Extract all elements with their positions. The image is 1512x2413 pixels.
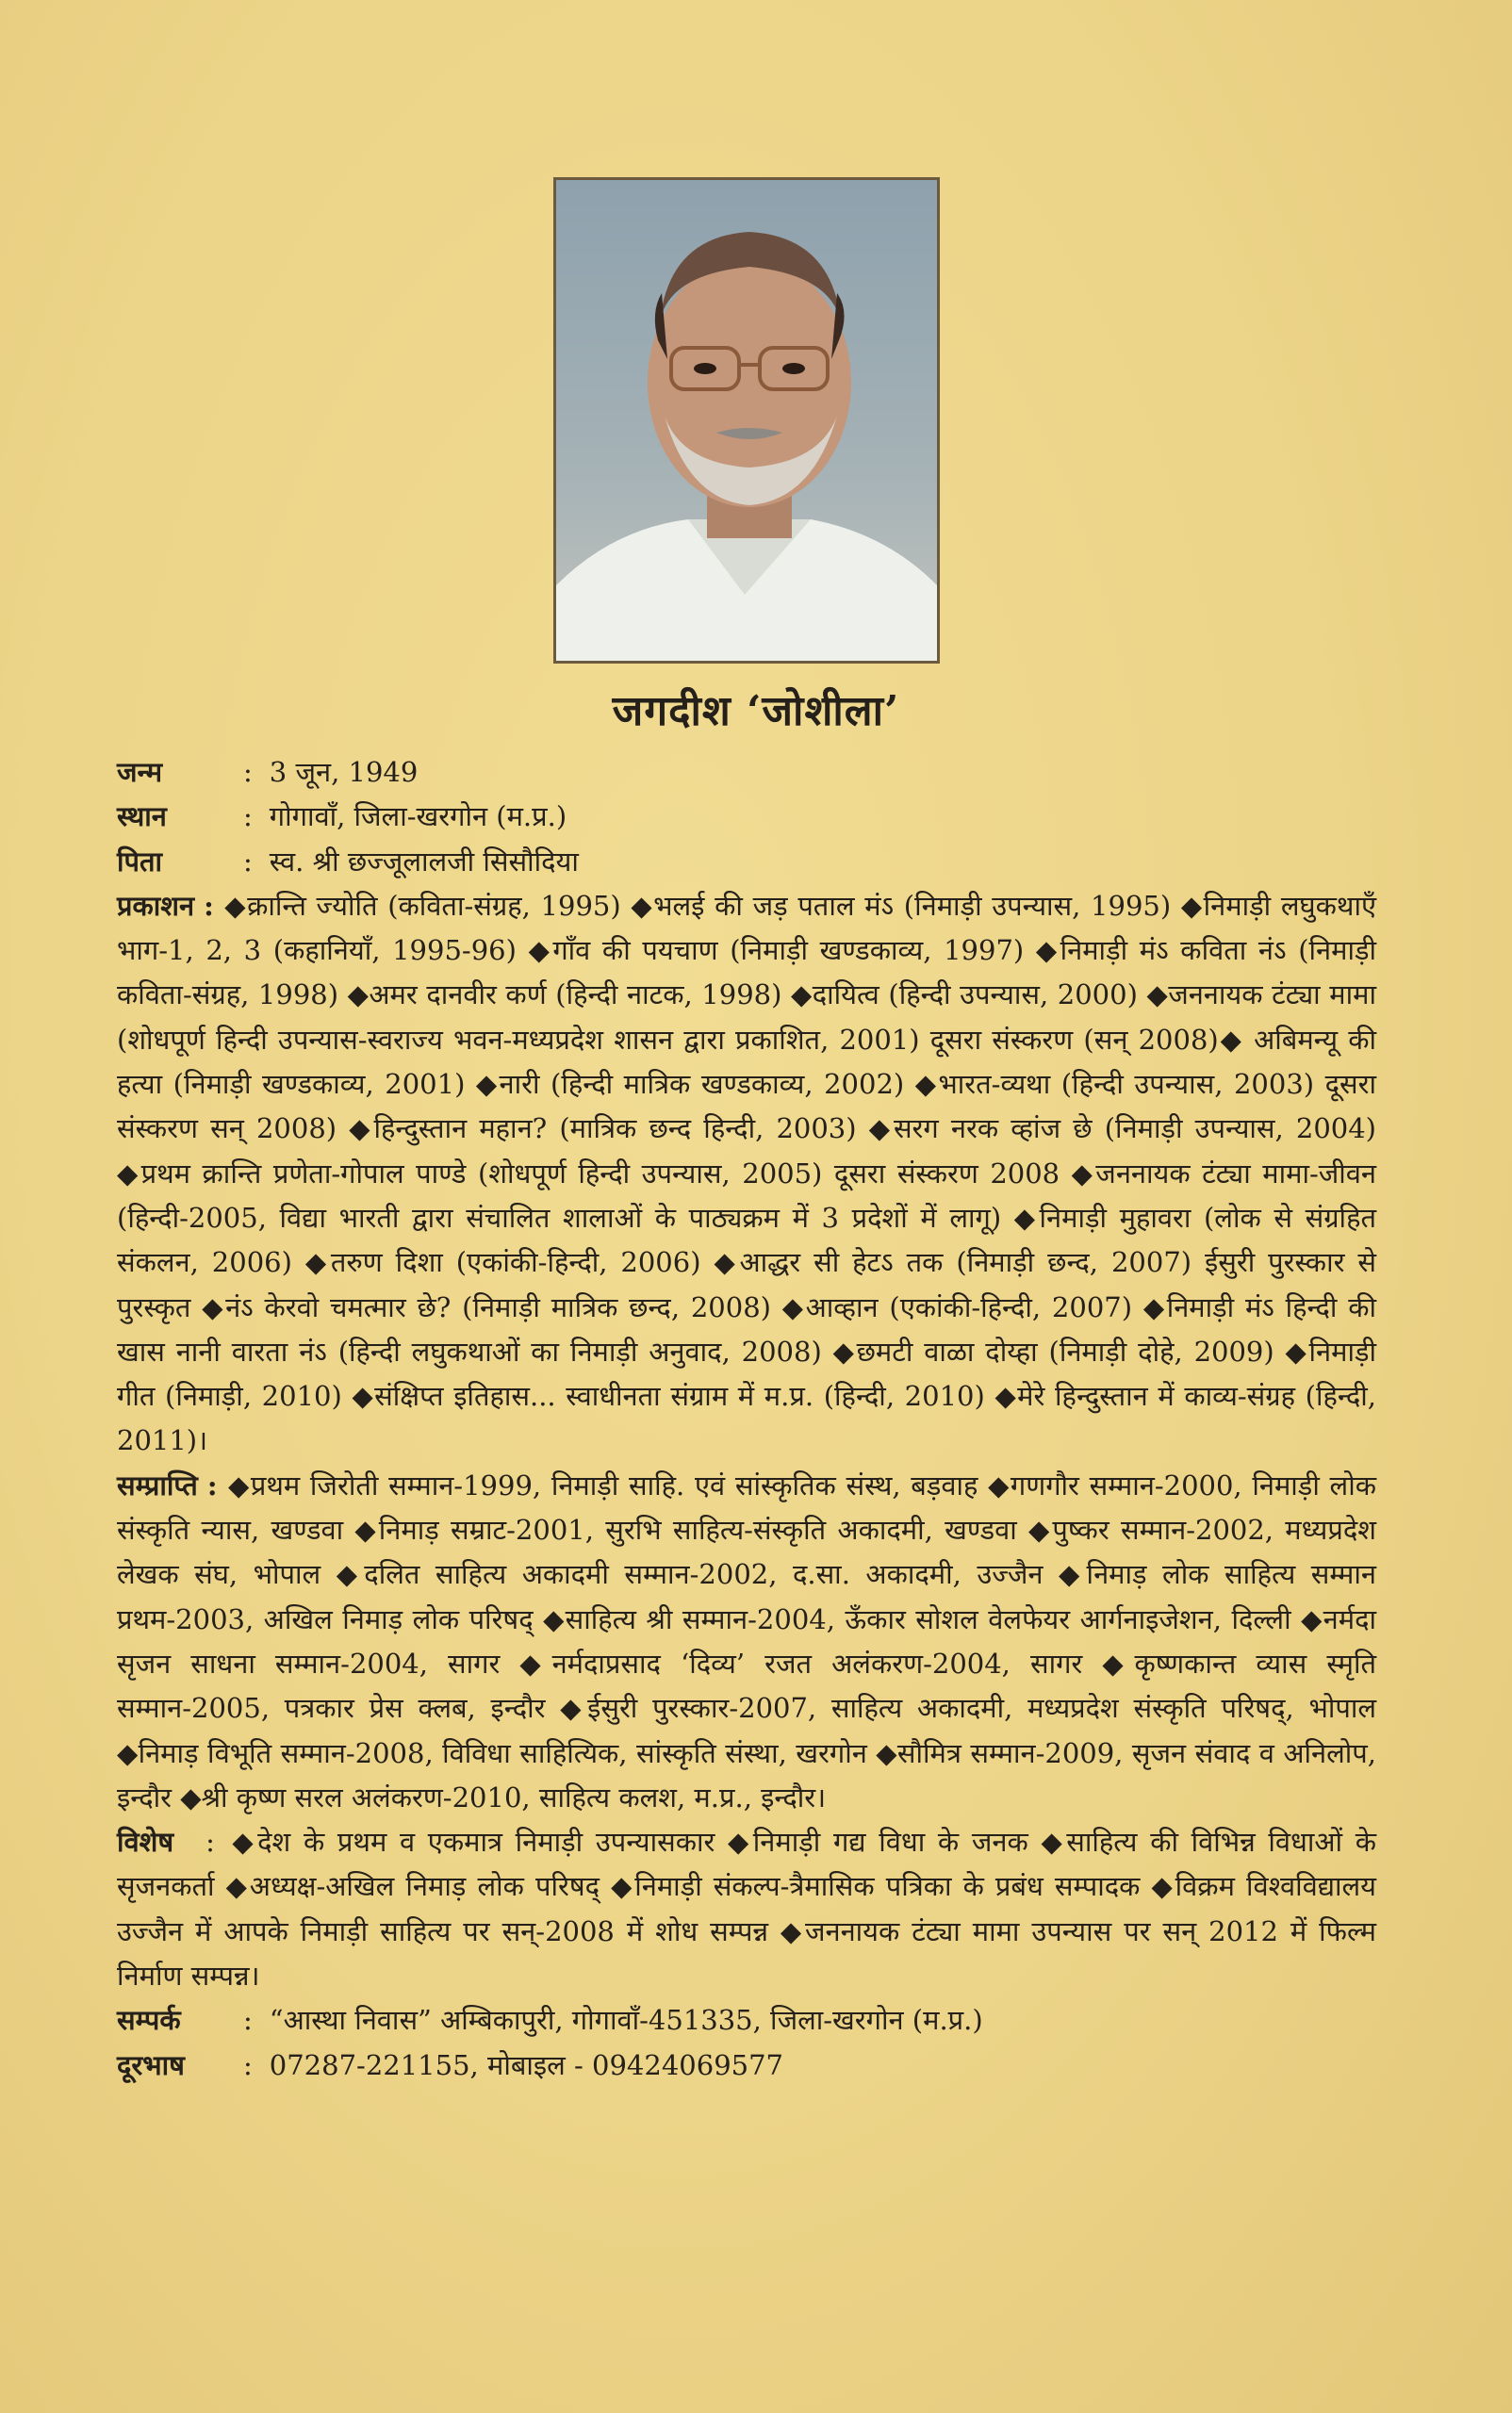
honours-text: ◆प्रथम जिरोती सम्मान-1999, निमाड़ी साहि. एवं सांस्कृतिक संस्थ, बड़वाह ◆गणगौर सम्मान-2000, निमाड़ी लोक संस्कृति न्यास, खण्डवा ◆निमाड़ सम्राट-2001, सुरभि साहित्य-संस्कृति अकादमी, खण्डवा ◆पुष्कर सम्मान-2002, मध्यप्रदेश लेखक संघ, भोपाल ◆दलित साहित्य अकादमी सम्मान-2002, द.सा. अकादमी, उज्जैन ◆निमाड़ लोक साहित्य सम्मान प्रथम-2003, अखिल निमाड़ लोक परिषद् ◆साहित्य श्री सम्मान-2004, ऊँकार सोशल वेलफेयर आर्गनाइजेशन, दिल्ली ◆नर्मदा सृजन साधना सम्मान-2004, सागर ◆नर्मदाप्रसाद ‘दिव्य’ रजत अलंकरण-2004, सागर ◆कृष्णकान्त व्यास स्मृति सम्मान-2005, पत्रकार प्रेस क्लब, इन्दौर ◆ईसुरी पुरस्कार-2007, साहित्य अकादमी, मध्यप्रदेश संस्कृति परिषद्, भोपाल ◆निमाड़ विभूति सम्मान-2008, विविधा साहित्यिक, सांस्कृति संस्था, खरगोन ◆सौमित्र सम्मान-2009, सृजन संवाद व अनिलोप, इन्दौर ◆श्री कृष्ण सरल अलंकरण-2010, साहित्य कलश, म.प्र., इन्दौर। — [117, 1469, 1376, 1814]
father-row — [117, 840, 1376, 884]
father-value: स्व. श्री छज्जूलालजी सिसौदिया — [269, 845, 579, 878]
place-row — [117, 795, 1376, 839]
birth-value: 3 जून, 1949 — [269, 756, 419, 788]
portrait-illustration — [556, 180, 937, 661]
place-label: स्थान — [117, 800, 167, 833]
place-colon: : — [243, 800, 253, 833]
birth-label: जन्म — [117, 756, 163, 788]
special-label: विशेष — [117, 1826, 174, 1859]
special-colon: : — [205, 1826, 215, 1859]
publications-colon: : — [204, 889, 214, 922]
birth-row — [117, 750, 1376, 795]
publications-text: ◆क्रान्ति ज्योति (कविता-संग्रह, 1995) ◆भलई की जड़ पताल मंऽ (निमाड़ी उपन्यास, 1995) ◆निमाड़ी लघुकथाएँ भाग-1, 2, 3 (कहानियाँ, 1995-96) ◆गाँव की पयचाण (निमाड़ी खण्डकाव्य, 1997) ◆निमाड़ी मंऽ कविता नंऽ (निमाड़ी कविता-संग्रह, 1998) ◆अमर दानवीर कर्ण (हिन्दी नाटक, 1998) ◆दायित्व (हिन्दी उपन्यास, 2000) ◆जननायक टंट्या मामा (शोधपूर्ण हिन्दी उपन्यास-स्वराज्य भवन-मध्यप्रदेश शासन द्वारा प्रकाशित, 2001) दूसरा संस्करण (सन् 2008)◆ अबिमन्यू की हत्या (निमाड़ी खण्डकाव्य, 2001) ◆नारी (हिन्दी मात्रिक खण्डकाव्य, 2002) ◆भारत-व्यथा (हिन्दी उपन्यास, 2003) दूसरा संस्करण सन् 2008) ◆हिन्दुस्तान महान? (मात्रिक छन्द हिन्दी, 2003) ◆सरग नरक व्हांज छे (निमाड़ी उपन्यास, 2004) ◆प्रथम क्रान्ति प्रणेता-गोपाल पाण्डे (शोधपूर्ण हिन्दी उपन्यास, 2005) दूसरा संस्करण 2008 ◆जननायक टंट्या मामा-जीवन (हिन्दी-2005, विद्या भारती द्वारा संचालित शालाओं के पाठ्यक्रम में 3 प्रदेशों में लागू) ◆निमाड़ी मुहावरा (लोक से संग्रहित संकलन, 2006) ◆तरुण दिशा (एकांकी-हिन्दी, 2006) ◆आद्धर सी हेटऽ तक (निमाड़ी छन्द, 2007) ईसुरी पुरस्कार से पुरस्कृत ◆नंऽ केरवो चमत्मार छे? (निमाड़ी मात्रिक छन्द, 2008) ◆आव्हान (एकांकी-हिन्दी, 2007) ◆निमाड़ी मंऽ हिन्दी की खास नानी वारता नंऽ (हिन्दी लघुकथाओं का निमाड़ी अनुवाद, 2008) ◆छमटी वाळा दोय्हा (निमाड़ी दोहे, 2009) ◆निमाड़ी गीत (निमाड़ी, 2010) ◆संक्षिप्त इतिहास... स्वाधीनता संग्राम में म.प्र. (हिन्दी, 2010) ◆मेरे हिन्दुस्तान में काव्य-संग्रह (हिन्दी, 2011)। — [117, 889, 1376, 1457]
contact-value: “आस्था निवास” अम्बिकापुरी, गोगावाँ-451335, जिला-खरगोन (म.प्र.) — [269, 2004, 983, 2037]
honours-section — [117, 1464, 1376, 1820]
phone-label: दूरभाष — [117, 2048, 185, 2081]
honours-label: सम्प्राप्ति — [117, 1469, 198, 1502]
special-section — [117, 1820, 1376, 1998]
contact-label: सम्पर्क — [117, 2004, 181, 2037]
father-label: पिता — [117, 845, 163, 878]
special-text: ◆देश के प्रथम व एकमात्र निमाड़ी उपन्यासकार ◆निमाड़ी गद्य विधा के जनक ◆साहित्य की विभिन्न विधाओं के सृजनकर्ता ◆अध्यक्ष-अखिल निमाड़ लोक परिषद् ◆निमाड़ी संकल्प-त्रैमासिक पत्रिका के प्रबंध सम्पादक ◆विक्रम विश्वविद्यालय उज्जैन में आपके निमाड़ी साहित्य पर सन्-2008 में शोध सम्पन्न ◆जननायक टंट्या मामा उपन्यास पर सन् 2012 में फिल्म निर्माण सम्पन्न। — [117, 1826, 1376, 1993]
birth-colon: : — [243, 756, 253, 788]
author-photo — [553, 177, 940, 664]
contact-row — [117, 1998, 1376, 2043]
publications-label: प्रकाशन — [117, 889, 195, 922]
biography — [117, 750, 1376, 2088]
contact-colon: : — [243, 2004, 253, 2037]
father-colon: : — [243, 845, 253, 878]
place-value: गोगावाँ, जिला-खरगोन (म.प्र.) — [269, 800, 567, 833]
honours-colon: : — [206, 1469, 218, 1502]
publications-section — [117, 884, 1376, 1464]
phone-value: 07287-221155, मोबाइल - 09424069577 — [269, 2048, 783, 2081]
author-name: जगदीश ‘जोशीला’ — [612, 687, 900, 735]
phone-row — [117, 2044, 1376, 2088]
phone-colon: : — [243, 2048, 253, 2081]
